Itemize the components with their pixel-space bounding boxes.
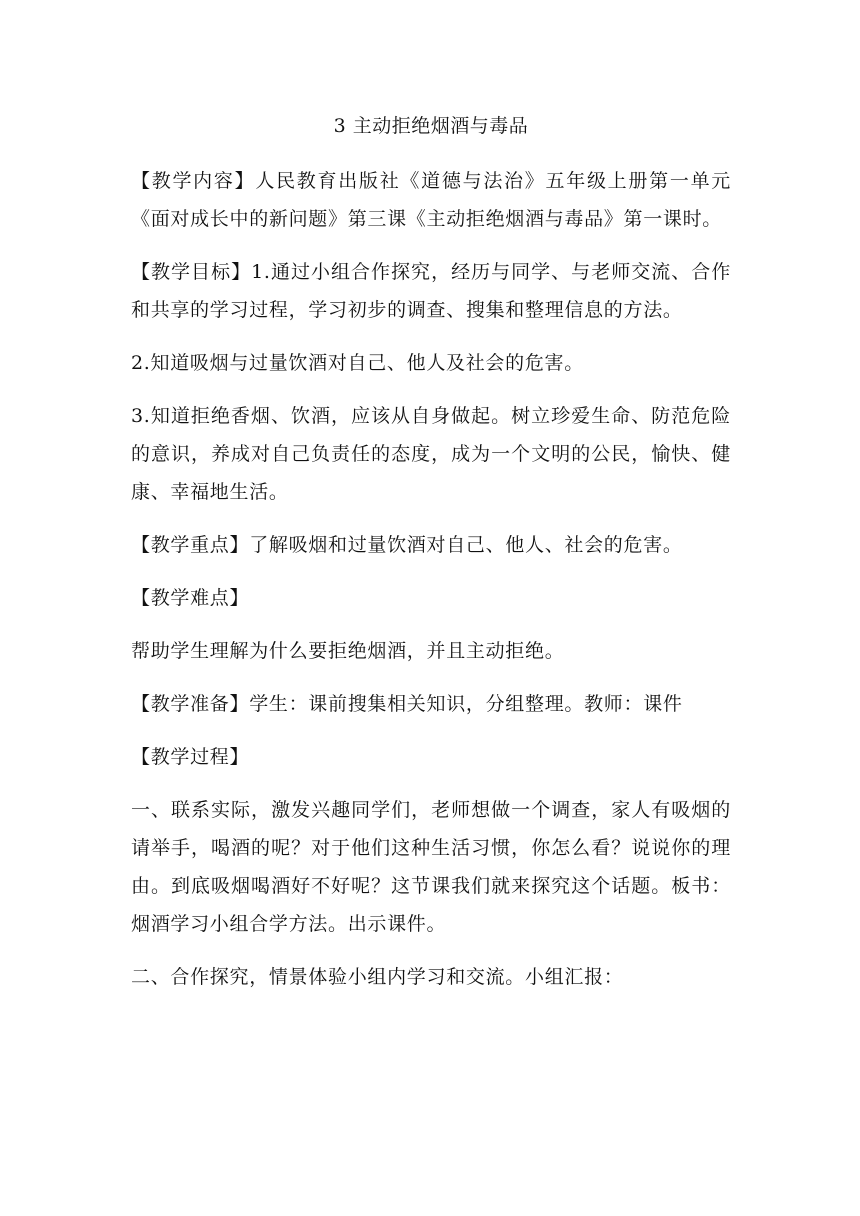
paragraph-goal-2: 2.知道吸烟与过量饮酒对自己、他人及社会的危害。 bbox=[131, 352, 584, 374]
paragraph-process-heading: 【教学过程】 bbox=[131, 746, 250, 768]
paragraph-teaching-content: 【教学内容】人民教育出版社《道德与法治》五年级上册第一单元《面对成长中的新问题》第三课《主动拒绝烟酒与毒品》第一课时。 bbox=[131, 170, 731, 230]
paragraph-key-points: 【教学重点】了解吸烟和过量饮酒对自己、他人、社会的危害。 bbox=[131, 534, 683, 556]
paragraph-teaching-goals: 【教学目标】1.通过小组合作探究，经历与同学、与老师交流、合作和共享的学习过程，学习初步的调查、搜集和整理信息的方法。 bbox=[131, 261, 731, 321]
paragraph-step-1: 一、联系实际，激发兴趣同学们，老师想做一个调查，家人有吸烟的请举手，喝酒的呢？对于他们这种生活习惯，你怎么看？说说你的理由。到底吸烟喝酒好不好呢？这节课我们就来探究这个话题。板书：烟酒学习小组合学方法。出示课件。 bbox=[131, 799, 731, 935]
document-title: 3 主动拒绝烟酒与毒品 bbox=[333, 115, 529, 137]
paragraph-preparation: 【教学准备】学生：课前搜集相关知识，分组整理。教师：课件 bbox=[131, 693, 683, 715]
paragraph-goal-3: 3.知道拒绝香烟、饮酒，应该从自身做起。树立珍爱生命、防范危险的意识，养成对自己负责任的态度，成为一个文明的公民，愉快、健康、幸福地生活。 bbox=[131, 405, 731, 503]
paragraph-step-2: 二、合作探究，情景体验小组内学习和交流。小组汇报： bbox=[131, 966, 624, 988]
paragraph-difficulty-heading: 【教学难点】 bbox=[131, 587, 250, 609]
paragraph-difficulty: 帮助学生理解为什么要拒绝烟酒，并且主动拒绝。 bbox=[131, 640, 565, 662]
document-body bbox=[131, 112, 731, 1011]
